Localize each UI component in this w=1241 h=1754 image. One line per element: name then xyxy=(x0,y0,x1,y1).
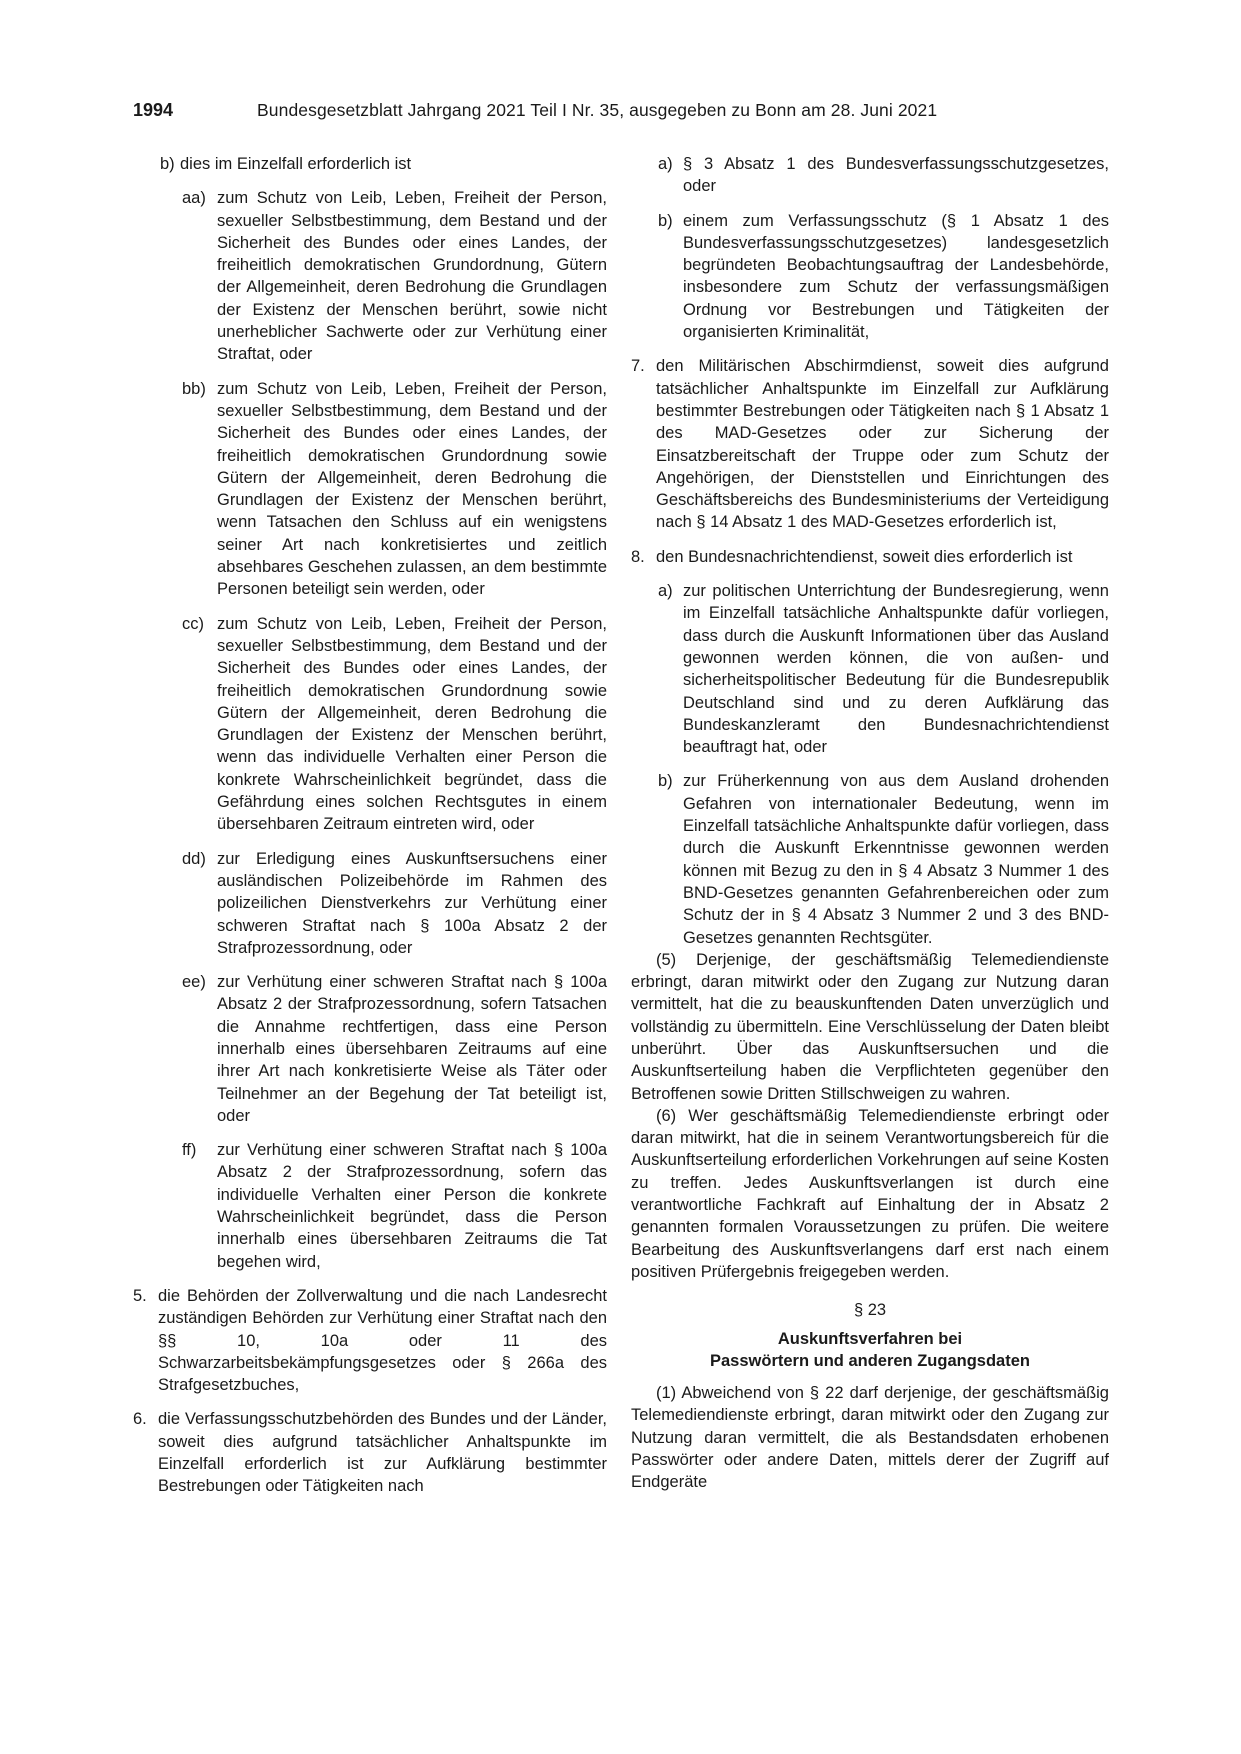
list-item-dd xyxy=(133,848,607,959)
left-column xyxy=(133,153,607,1498)
item-marker: dd) xyxy=(182,849,206,868)
page-header xyxy=(133,100,1113,128)
item-text: den Militärischen Abschirmdienst, soweit dies aufgrund tatsächlicher Anhaltspunkte im Einzelfall zur Aufklärung bestimmter Bestrebungen oder Tätigkeiten nach § 1 Absatz 1 des MAD-Gesetzes oder zur Sicherung der Einsatzbereitschaft der Truppe oder zum Schutz der Angehörigen, der Dienststellen und Einrichtungen des Geschäftsbereichs des Bundesministeriums der Verteidigung nach § 14 Absatz 1 des MAD-Gesetzes erforderlich ist, xyxy=(656,357,1109,532)
section-title-line: Passwörtern und anderen Zugangsdaten xyxy=(710,1351,1030,1370)
list-item-ff xyxy=(133,1139,607,1273)
list-item-cc xyxy=(133,613,607,836)
item-text: die Verfassungsschutzbehörden des Bundes und der Länder, soweit dies aufgrund tatsächlicher Anhaltspunkte im Einzelfall erforderlich ist zur Aufklärung bestimmter Bestrebungen oder Tätigkeiten nach xyxy=(158,1410,607,1496)
list-item-8a xyxy=(631,580,1109,758)
item-text: zur politischen Unterrichtung der Bundesregierung, wenn im Einzelfall tatsächliche Anhaltspunkte dafür vorliegen, dass durch die Auskunft Informationen über das Ausland gewonnen werden können, die von außen- und sicherheitspolitischer Bedeutung für die Bundesrepublik Deutschland sind und zu deren Aufklärung das Bundeskanzleramt den Bundesnachrichtendienst beauftragt hat, oder xyxy=(683,582,1109,757)
item-marker: bb) xyxy=(182,379,206,398)
list-item-bb xyxy=(133,378,607,601)
item-text: § 3 Absatz 1 des Bundesverfassungsschutzgesetzes, oder xyxy=(683,155,1109,196)
item-marker: aa) xyxy=(182,189,206,208)
item-marker: a) xyxy=(658,582,673,601)
section-title-line: Auskunftsverfahren bei xyxy=(777,1329,963,1348)
item-marker: ee) xyxy=(182,973,206,992)
item-text: zur Verhütung einer schweren Straftat nach § 100a Absatz 2 der Strafprozessordnung, sofern das individuelle Verhalten einer Person die konkrete Wahrscheinlichkeit begründet, dass die Person innerhalb eines übersehbaren Zeitraums die Tat begehen wird, xyxy=(217,1141,607,1271)
section-number: § 23 xyxy=(853,1301,887,1320)
paragraph-5: (5) Derjenige, der geschäftsmäßig Telemediendienste erbringt, daran mitwirkt oder den Zugang zur Nutzung daran vermittelt, hat die zu beauskunftenden Daten unverzüglich und vollständig zu übermitteln. Eine Verschlüsselung der Daten bleibt unberührt. Über das Auskunftsersuchen und die Auskunftserteilung haben die Verpflichteten gegenüber den Betroffenen sowie Dritten Stillschweigen zu wahren. xyxy=(631,950,1109,1103)
list-item-aa xyxy=(133,187,607,365)
list-item-7 xyxy=(631,355,1109,533)
item-text: dies im Einzelfall erforderlich ist xyxy=(180,155,412,173)
list-item-6a xyxy=(631,153,1109,198)
item-marker: 8. xyxy=(631,547,645,566)
list-item-ee xyxy=(133,971,607,1127)
item-text: zum Schutz von Leib, Leben, Freiheit der Person, sexueller Selbstbestimmung, dem Bestand und der Sicherheit des Bundes oder eines Landes, der freiheitlich demokratischen Grundordnung, Gütern der Allgemeinheit, deren Bedrohung die Grundlagen der Existenz der Menschen berührt, sowie nicht unerheblicher Sachwerte oder zur Verhütung einer Straftat, oder xyxy=(217,189,607,364)
item-text: zur Früherkennung von aus dem Ausland drohenden Gefahren von internationaler Bedeutung, wenn im Einzelfall tatsächliche Anhaltspunkte dafür vorliegen, dass durch die Auskunft Erkenntnisse gewonnen werden können mit Bezug zu den in § 4 Absatz 3 Nummer 1 des BND-Gesetzes genannten Gefahrenbereichen oder zum Schutz der in § 4 Absatz 3 Nummer 2 und 3 des BND-Gesetzes genannten Rechtsgüter. xyxy=(683,772,1109,947)
item-marker: a) xyxy=(658,155,673,173)
right-column xyxy=(631,153,1109,1494)
item-text: zum Schutz von Leib, Leben, Freiheit der Person, sexueller Selbstbestimmung, dem Bestand und der Sicherheit des Bundes oder eines Landes, der freiheitlich demokratischen Grundordnung sowie Gütern der Allgemeinheit, deren Bedrohung die Grundlagen der Existenz der Menschen berührt, wenn das individuelle Verhalten einer Person die konkrete Wahrscheinlichkeit begründet, dass die Gefährdung eines solchen Rechtsgutes in einem übersehbaren Zeitraum eintreten wird, oder xyxy=(217,614,607,834)
item-marker: b) xyxy=(160,155,175,173)
list-item-5 xyxy=(133,1285,607,1396)
paragraph-6: (6) Wer geschäftsmäßig Telemediendienste erbringt oder daran mitwirkt, hat die in seinem Verantwortungsbereich für die Auskunftserteilung erforderlichen Vorkehrungen auf seine Kosten zu treffen. Jedes Auskunftsverlangen ist durch eine verantwortliche Fachkraft auf Einhaltung der in Absatz 2 genannten formalen Voraussetzungen zu prüfen. Die weitere Bearbeitung des Auskunftsverlangens darf erst nach einem positiven Prüfergebnis freigegeben werden. xyxy=(631,1106,1109,1281)
section-title xyxy=(631,1328,1109,1373)
item-marker: ff) xyxy=(182,1141,197,1160)
list-item-6b xyxy=(631,210,1109,344)
page-number: 1994 xyxy=(133,100,174,120)
item-text: zur Verhütung einer schweren Straftat nach § 100a Absatz 2 der Strafprozessordnung, sofern Tatsachen die Annahme rechtfertigen, dass eine Person innerhalb eines übersehbaren Zeitraums auf eine ihrer Art nach konkretisierte Weise als Täter oder Teilnehmer an der Begehung der Tat beteiligt ist, oder xyxy=(217,973,607,1125)
list-item-8b xyxy=(631,770,1109,948)
item-marker: b) xyxy=(658,772,673,791)
item-marker: cc) xyxy=(182,614,204,633)
running-head: Bundesgesetzblatt Jahrgang 2021 Teil I Nr. 35, ausgegeben zu Bonn am 28. Juni 2021 xyxy=(257,100,938,120)
item-marker: 6. xyxy=(133,1410,147,1429)
list-item-b xyxy=(133,153,607,175)
item-text: einem zum Verfassungsschutz (§ 1 Absatz 1 des Bundesverfassungsschutzgesetzes) landesgesetzlich begründeten Beobachtungsauftrag der Landesbehörde, insbesondere zum Schutz der verfassungsmäßigen Ordnung vor Bestrebungen und Tätigkeiten der organisierten Kriminalität, xyxy=(683,211,1109,342)
item-text: zur Erledigung eines Auskunftsersuchens einer ausländischen Polizeibehörde im Rahmen des polizeilichen Dienstverkehrs zur Verhütung einer schweren Straftat nach § 100a Absatz 2 der Strafprozessordnung, oder xyxy=(217,849,607,957)
item-marker: b) xyxy=(658,211,673,230)
item-marker: 5. xyxy=(133,1286,147,1305)
list-item-6 xyxy=(133,1408,607,1497)
item-marker: 7. xyxy=(631,357,645,376)
item-text: zum Schutz von Leib, Leben, Freiheit der Person, sexueller Selbstbestimmung, dem Bestand und der Sicherheit des Bundes oder eines Landes, der freiheitlich demokratischen Grundordnung sowie Gütern der Allgemeinheit, deren Bedrohung die Grundlagen der Existenz der Menschen berührt, wenn Tatsachen den Schluss auf ein wenigstens seiner Art nach konkretisiertes und zeitlich absehbares Geschehen zulassen, an dem bestimmte Personen beteiligt sein werden, oder xyxy=(217,379,607,599)
paragraph-1: (1) Abweichend von § 22 darf derjenige, der geschäftsmäßig Telemediendienste erbringt, daran mitwirkt oder den Zugang zur Nutzung daran vermittelt, die als Bestandsdaten erhobenen Passwörter oder andere Daten, mittels derer der Zugriff auf Endgeräte xyxy=(631,1384,1109,1492)
item-text: die Behörden der Zollverwaltung und die nach Landesrecht zuständigen Behörden zur Verhütung einer Straftat nach den §§ 10, 10a oder 11 des Schwarzarbeitsbekämpfungsgesetzes oder § 266a des Strafgesetzbuches, xyxy=(158,1286,607,1395)
list-item-8 xyxy=(631,546,1109,568)
item-text: den Bundesnachrichtendienst, soweit dies erforderlich ist xyxy=(656,547,1073,566)
